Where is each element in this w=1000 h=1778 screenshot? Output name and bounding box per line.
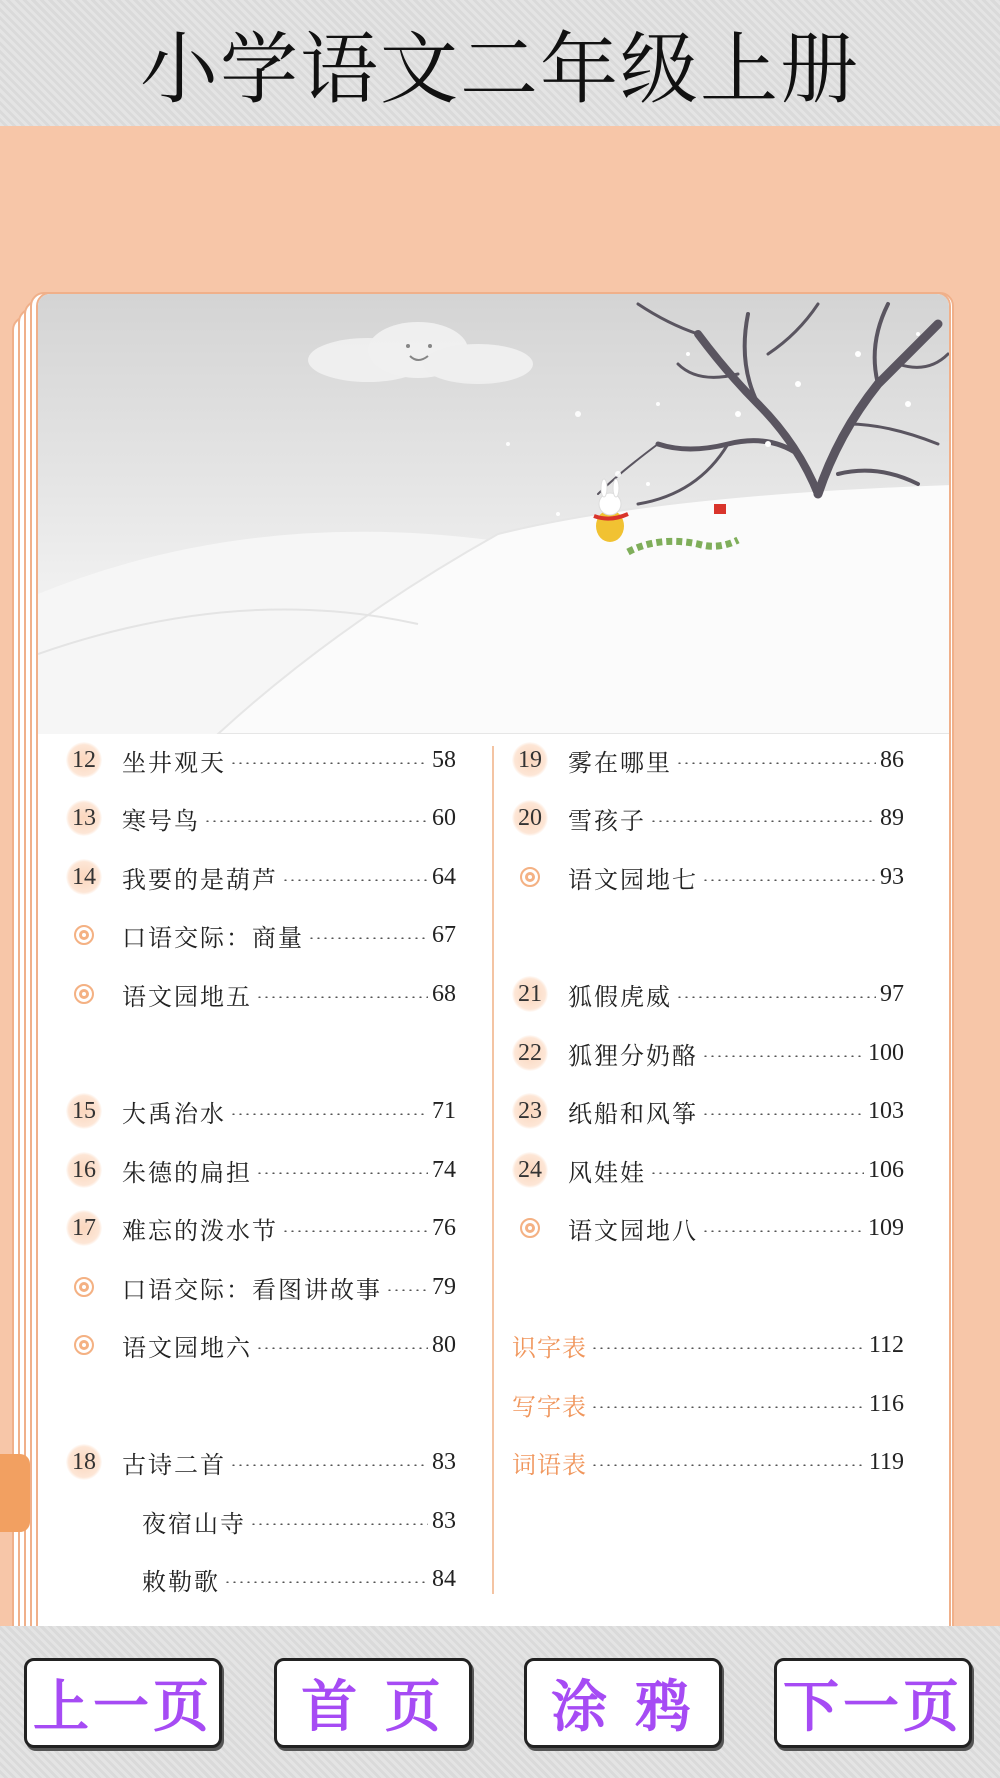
toc-title: 大禹治水: [122, 1099, 226, 1128]
leader-dots: [676, 762, 876, 764]
toc-title: 语文园地七: [568, 865, 698, 894]
toc-entry[interactable]: [66, 1267, 456, 1307]
leader-dots: [282, 1230, 428, 1232]
toc-entry[interactable]: [66, 974, 456, 1014]
leader-dots: [650, 820, 876, 822]
toc-page-number: 79: [432, 1273, 456, 1300]
toc-title: 语文园地六: [122, 1333, 252, 1362]
toc-title: 写字表: [512, 1392, 587, 1421]
circle-ring-icon: [512, 859, 548, 895]
leader-dots: [702, 879, 876, 881]
lesson-number: 23: [512, 1093, 548, 1129]
lesson-number: 24: [512, 1152, 548, 1188]
lesson-number: 17: [66, 1210, 102, 1246]
toc-page-number: 109: [868, 1214, 904, 1241]
page-title: 小学语文二年级上册: [139, 25, 860, 115]
next-page-button[interactable]: 下一页: [774, 1658, 972, 1748]
lesson-number: 16: [66, 1152, 102, 1188]
toc-entry[interactable]: [512, 1033, 904, 1073]
toc-entry[interactable]: [66, 798, 456, 838]
toc-entry[interactable]: [512, 1208, 904, 1248]
toc-title: 狐狸分奶酪: [568, 1041, 698, 1070]
lesson-number: 13: [66, 800, 102, 836]
lesson-number: 18: [66, 1444, 102, 1480]
toc-title: 难忘的泼水节: [122, 1216, 278, 1245]
lesson-number: 15: [66, 1093, 102, 1129]
toc-page-number: 116: [868, 1390, 904, 1417]
toc-title: 纸船和风筝: [568, 1099, 698, 1128]
lesson-number: 19: [512, 742, 548, 778]
navigation-footer: [0, 1626, 1000, 1778]
prev-page-button[interactable]: 上一页: [24, 1658, 222, 1748]
leader-dots: [230, 762, 428, 764]
toc-title: 我要的是葫芦: [122, 865, 278, 894]
toc-entry[interactable]: [512, 1442, 904, 1482]
doodle-button[interactable]: 涂 鸦: [524, 1658, 722, 1748]
toc-page-number: 106: [868, 1156, 904, 1183]
toc-entry[interactable]: [66, 1442, 456, 1482]
book-sheet: [36, 292, 951, 1682]
toc-page-number: 80: [432, 1331, 456, 1358]
toc-page-number: 89: [880, 804, 904, 831]
circle-ring-icon: [66, 917, 102, 953]
toc-entry[interactable]: [512, 974, 904, 1014]
circle-ring-icon: [512, 1210, 548, 1246]
toc-page-number: 83: [432, 1448, 456, 1475]
toc-page-number: 100: [868, 1039, 904, 1066]
bookmark-tab: [0, 1454, 30, 1532]
leader-dots: [256, 996, 428, 998]
toc-page-number: 93: [880, 863, 904, 890]
toc-page-number: 76: [432, 1214, 456, 1241]
toc-entry[interactable]: [512, 740, 904, 780]
leader-dots: [282, 879, 428, 881]
book-page-area: [0, 126, 1000, 1626]
toc-entry[interactable]: [512, 1150, 904, 1190]
toc-title: 词语表: [512, 1450, 587, 1479]
toc-page-number: 103: [868, 1097, 904, 1124]
leader-dots: [386, 1289, 428, 1291]
toc-entry[interactable]: [512, 1091, 904, 1131]
toc-page-number: 68: [432, 980, 456, 1007]
leader-dots: [676, 996, 876, 998]
lesson-number: 12: [66, 742, 102, 778]
toc-page-number: 74: [432, 1156, 456, 1183]
toc-entry[interactable]: [512, 857, 904, 897]
toc-page-number: 60: [432, 804, 456, 831]
toc-page-number: 58: [432, 746, 456, 773]
app-header: [0, 0, 1000, 126]
home-button[interactable]: 首 页: [274, 1658, 472, 1748]
circle-ring-icon: [66, 1327, 102, 1363]
leader-dots: [308, 937, 428, 939]
lesson-number: 20: [512, 800, 548, 836]
toc-page-number: 119: [868, 1448, 904, 1475]
leader-dots: [250, 1523, 428, 1525]
leader-dots: [591, 1464, 865, 1466]
toc-title: 朱德的扁担: [122, 1158, 252, 1187]
leader-dots: [702, 1230, 864, 1232]
toc-page-number: 64: [432, 863, 456, 890]
toc-title: 语文园地五: [122, 982, 252, 1011]
toc-entry[interactable]: [66, 1325, 456, 1365]
toc-entry[interactable]: [66, 1091, 456, 1131]
circle-ring-icon: [66, 1269, 102, 1305]
toc-page-number: 86: [880, 746, 904, 773]
lesson-number: 22: [512, 1035, 548, 1071]
toc-entry[interactable]: [66, 1150, 456, 1190]
toc-entry[interactable]: [66, 857, 456, 897]
leader-dots: [224, 1581, 428, 1583]
toc-entry[interactable]: [142, 1501, 456, 1541]
table-of-contents: [38, 294, 951, 1682]
toc-title: 敕勒歌: [142, 1567, 220, 1596]
leader-dots: [204, 820, 428, 822]
toc-entry[interactable]: [512, 798, 904, 838]
toc-title: 雪孩子: [568, 806, 646, 835]
lesson-number: 14: [66, 859, 102, 895]
leader-dots: [591, 1347, 865, 1349]
toc-title: 雾在哪里: [568, 748, 672, 777]
toc-entry[interactable]: [142, 1559, 456, 1599]
lesson-number: 21: [512, 976, 548, 1012]
leader-dots: [650, 1172, 864, 1174]
toc-title: 识字表: [512, 1333, 587, 1362]
toc-entry[interactable]: [66, 740, 456, 780]
toc-title: 口语交际：看图讲故事: [122, 1275, 382, 1304]
toc-entry[interactable]: [512, 1384, 904, 1424]
leader-dots: [256, 1347, 428, 1349]
column-divider: [492, 746, 494, 1594]
toc-title: 寒号鸟: [122, 806, 200, 835]
toc-page-number: 71: [432, 1097, 456, 1124]
toc-page-number: 67: [432, 921, 456, 948]
leader-dots: [591, 1406, 865, 1408]
toc-entry[interactable]: [66, 915, 456, 955]
leader-dots: [230, 1113, 428, 1115]
toc-title: 坐井观天: [122, 748, 226, 777]
toc-page-number: 112: [868, 1331, 904, 1358]
toc-entry[interactable]: [66, 1208, 456, 1248]
toc-page-number: 97: [880, 980, 904, 1007]
toc-entry[interactable]: [512, 1325, 904, 1365]
toc-title: 夜宿山寺: [142, 1509, 246, 1538]
toc-title: 语文园地八: [568, 1216, 698, 1245]
toc-title: 狐假虎威: [568, 982, 672, 1011]
leader-dots: [702, 1055, 864, 1057]
leader-dots: [256, 1172, 428, 1174]
leader-dots: [702, 1113, 864, 1115]
toc-title: 风娃娃: [568, 1158, 646, 1187]
circle-ring-icon: [66, 976, 102, 1012]
toc-title: 古诗二首: [122, 1450, 226, 1479]
toc-page-number: 84: [432, 1565, 456, 1592]
toc-title: 口语交际：商量: [122, 923, 304, 952]
leader-dots: [230, 1464, 428, 1466]
toc-page-number: 83: [432, 1507, 456, 1534]
